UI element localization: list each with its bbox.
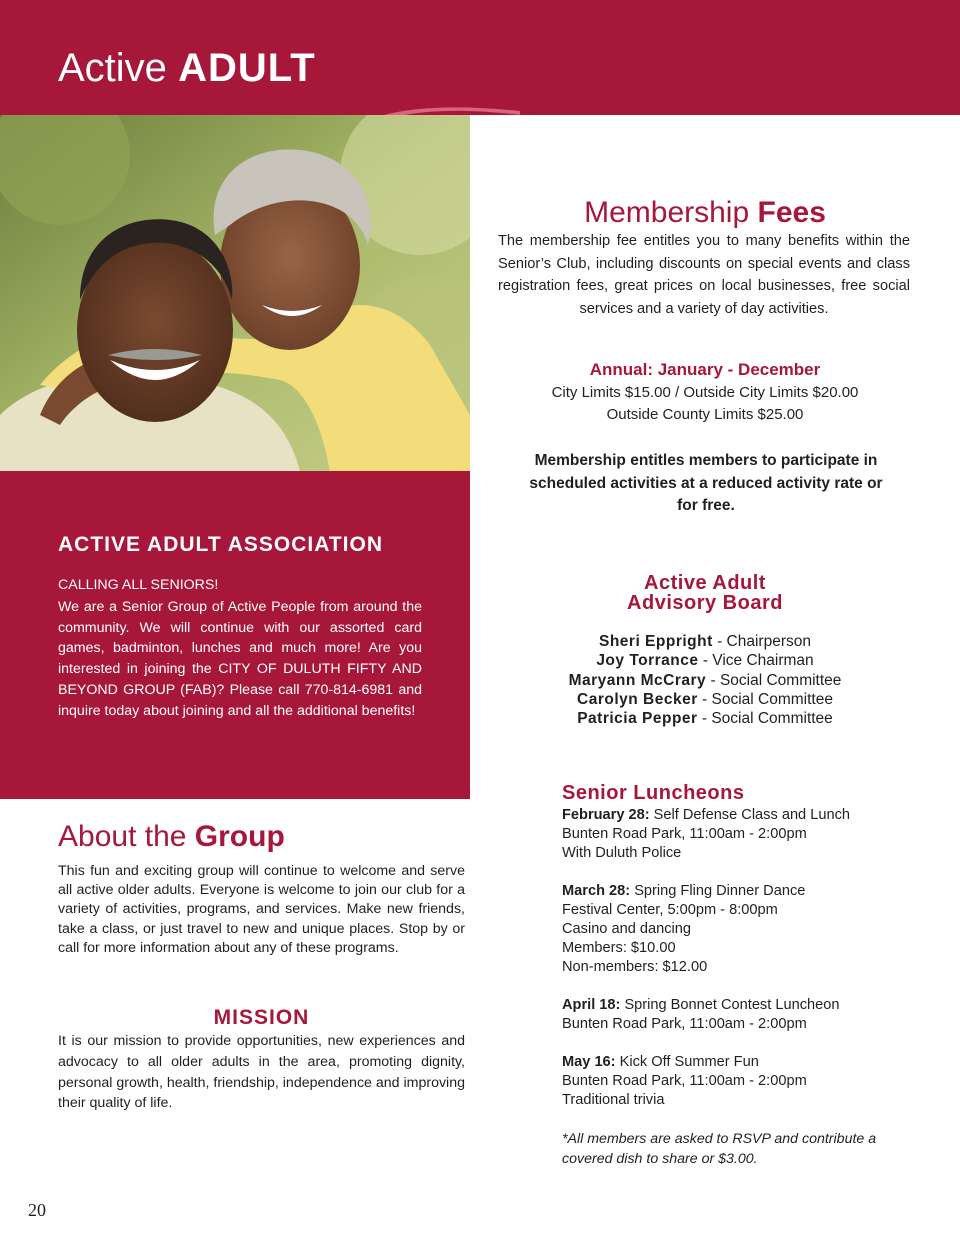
board-member bbox=[490, 651, 920, 670]
page-number: 20 bbox=[28, 1200, 46, 1220]
fee-line-county: Outside County Limits $25.00 bbox=[606, 406, 804, 423]
fee-lines bbox=[490, 382, 920, 426]
about-heading-bold: Group bbox=[194, 820, 285, 853]
board-heading bbox=[490, 574, 920, 613]
association-panel bbox=[0, 471, 470, 799]
luncheon-event-title bbox=[562, 996, 882, 1015]
fees-heading-light: Membership bbox=[584, 196, 750, 229]
board-member bbox=[490, 709, 920, 728]
luncheon-event-date: February 28: bbox=[562, 807, 650, 823]
board-heading-line2: Advisory Board bbox=[627, 591, 783, 614]
luncheon-event-line: With Duluth Police bbox=[562, 845, 682, 861]
luncheon-event-line: Bunten Road Park, 11:00am - 2:00pm bbox=[562, 1073, 807, 1089]
luncheon-event-line: Bunten Road Park, 11:00am - 2:00pm bbox=[562, 826, 807, 842]
board-member-name: Maryann McCrary bbox=[568, 671, 707, 689]
page-title-light: Active bbox=[58, 46, 167, 90]
association-calling: CALLING ALL SENIORS! bbox=[58, 577, 219, 593]
association-body: We are a Senior Group of Active People from around the community. We will continue with our assorted card games, badminton, lunches and much more! Are you interested in joining the CITY OF DULUTH FIFTY AND BEYOND GROUP (FAB)? Please call 770-814-6981 and inquire today about joining and all the additional benefits! bbox=[58, 599, 422, 719]
board-member-name: Joy Torrance bbox=[596, 652, 699, 670]
luncheon-event-line: Non-members: $12.00 bbox=[562, 959, 708, 975]
board-member-role: - Social Committee bbox=[697, 710, 833, 728]
luncheon-event-line: Casino and dancing bbox=[562, 921, 692, 937]
luncheon-event bbox=[562, 996, 882, 1034]
mission-body: It is our mission to provide opportunities, new experiences and advocacy to all older adults in the area, promoting dignity, personal growth, health, friendship, independence and improving their quality of life. bbox=[58, 1033, 465, 1112]
board-member-role: - Social Committee bbox=[697, 690, 833, 708]
board-member bbox=[490, 690, 920, 709]
luncheon-event-title bbox=[562, 882, 882, 901]
luncheon-event bbox=[562, 1053, 882, 1110]
luncheons-rsvp-note: *All members are asked to RSVP and contribute a covered dish to share or $3.00. bbox=[562, 1131, 877, 1167]
fees-body: The membership fee entitles you to many benefits within the Senior’s Club, including discounts on special events and class registration fees, great prices on local businesses, free social services and a variety of day activities. bbox=[498, 233, 910, 317]
board-list bbox=[490, 632, 920, 728]
board-heading-line1: Active Adult bbox=[644, 572, 766, 594]
annual-heading: Annual: January - December bbox=[589, 360, 821, 379]
luncheons-section bbox=[562, 780, 882, 1169]
board-member-name: Sheri Eppright bbox=[598, 633, 713, 650]
luncheon-event-line: Festival Center, 5:00pm - 8:00pm bbox=[562, 902, 778, 918]
board-member-role: - Social Committee bbox=[706, 671, 842, 689]
fee-line-city: City Limits $15.00 / Outside City Limits $20.00 bbox=[551, 384, 859, 401]
board-member bbox=[490, 671, 920, 690]
luncheon-event-date: May 16: bbox=[562, 1054, 616, 1070]
luncheon-event-date: March 28: bbox=[562, 883, 631, 899]
luncheons-heading: Senior Luncheons bbox=[562, 782, 745, 804]
about-heading-light: About the bbox=[58, 820, 187, 853]
board-member bbox=[490, 632, 920, 651]
association-heading: ACTIVE ADULT ASSOCIATION bbox=[58, 533, 383, 556]
board-member-name: Patricia Pepper bbox=[577, 710, 698, 728]
luncheon-event-line: Members: $10.00 bbox=[562, 940, 676, 956]
luncheon-event-name: Self Defense Class and Lunch bbox=[649, 807, 850, 823]
board-member-role: - Vice Chairman bbox=[698, 652, 814, 670]
board-member-name: Carolyn Becker bbox=[577, 690, 698, 708]
mission-heading: MISSION bbox=[213, 1006, 310, 1029]
fees-heading bbox=[490, 196, 920, 229]
membership-entitles-note: Membership entitles members to participate in scheduled activities at a reduced activity rate or for free. bbox=[529, 452, 883, 514]
about-body: This fun and exciting group will continue to welcome and serve all active older adults. Everyone is welcome to join our club for a variety of activities, programs, and services. Make new friends, take a class, or just travel to new and unique places. Stop by or call for more information about any of these programs. bbox=[58, 863, 465, 956]
luncheon-event bbox=[562, 882, 882, 977]
board-member-role: - Chairperson bbox=[712, 633, 811, 650]
luncheon-event-date: April 18: bbox=[562, 997, 621, 1013]
page-title bbox=[58, 48, 316, 88]
page-title-bold: ADULT bbox=[178, 46, 316, 90]
luncheon-event bbox=[562, 806, 882, 863]
luncheon-event-name: Spring Fling Dinner Dance bbox=[630, 883, 806, 899]
senior-couple-photo bbox=[0, 115, 470, 471]
luncheon-event-line: Bunten Road Park, 11:00am - 2:00pm bbox=[562, 1016, 807, 1032]
luncheon-event-line: Traditional trivia bbox=[562, 1092, 665, 1108]
luncheon-event-name: Spring Bonnet Contest Luncheon bbox=[620, 997, 840, 1013]
luncheon-event-title bbox=[562, 806, 882, 825]
fees-heading-bold: Fees bbox=[757, 196, 826, 229]
luncheon-event-title bbox=[562, 1053, 882, 1072]
luncheon-event-name: Kick Off Summer Fun bbox=[615, 1054, 759, 1070]
about-heading bbox=[58, 820, 285, 853]
